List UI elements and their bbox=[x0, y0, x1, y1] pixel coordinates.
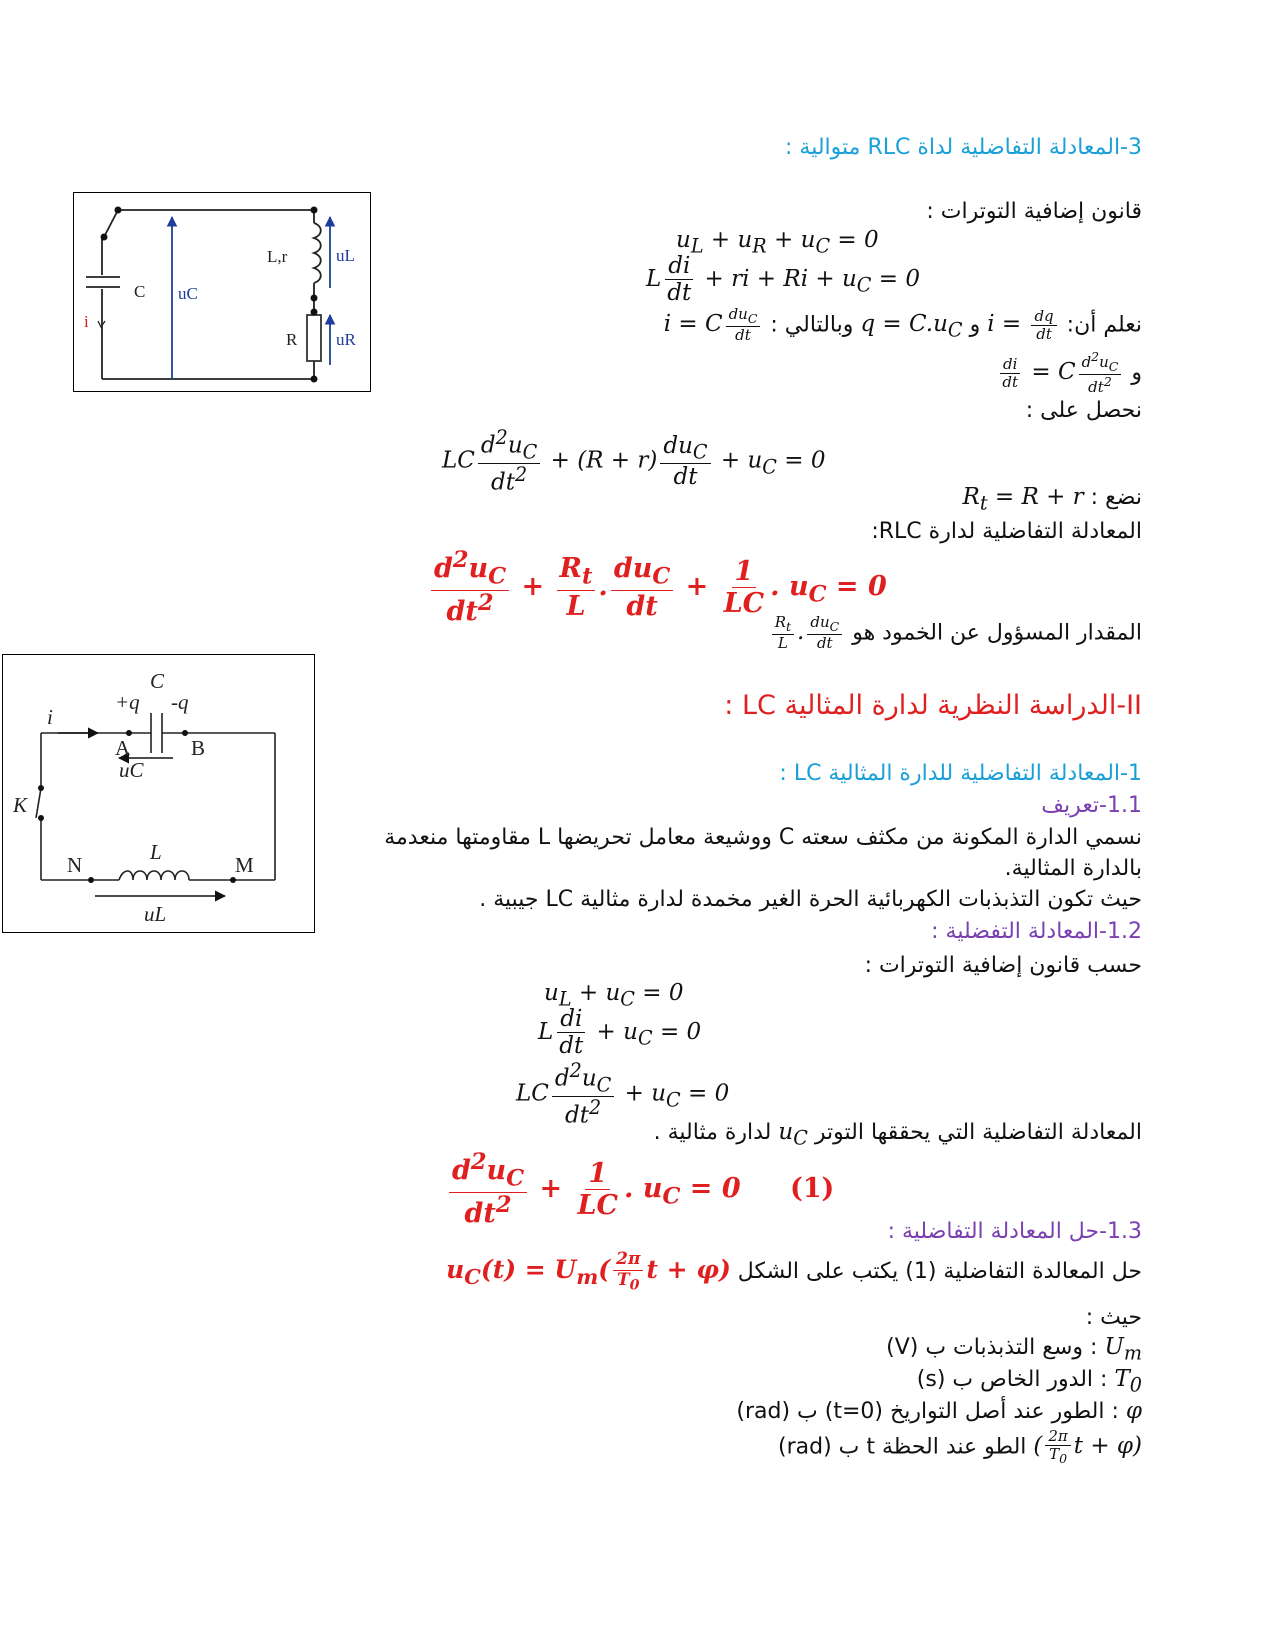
total-resistance: نضع : $R_t = R + r$ bbox=[962, 484, 1142, 515]
current-derivative: و $\frac{di}{dt}$ = C $\frac{d^2u_C}{dt^2}$ bbox=[996, 350, 1142, 397]
solution-line: حل المعالدة التفاضلية (1) يكتب على الشكل $u_C(t) = U_m$( $\frac{2\pi}{T_0}$ t + φ) bbox=[446, 1249, 1142, 1293]
satisfied-prefix: المعادلة التفاضلية التي يحققها التوتر bbox=[814, 1120, 1142, 1145]
rlc-circuit-figure bbox=[73, 192, 371, 392]
ur-label: uR bbox=[336, 330, 356, 349]
def-t0-text: : الدور الخاص ب (s) bbox=[916, 1367, 1108, 1392]
voltage-addition-law: قانون إضافية التوترات : bbox=[926, 199, 1142, 224]
lc-ul-label: uL bbox=[144, 902, 167, 926]
rlc-equation-1: $u_L + u_R + u_C = 0$ bbox=[676, 227, 879, 258]
sub1-title: 1-المعادلة التفاضلية للدارة المثالية LC : bbox=[779, 761, 1142, 786]
ul-label: uL bbox=[336, 246, 355, 265]
thus-text: وبالتالي : bbox=[770, 312, 854, 338]
lc-final-equation: $\frac{d^2u_C}{dt^2}$ + $\frac{1}{LC}$ . $u_C = 0$ (1) bbox=[446, 1150, 834, 1229]
rlc-eq-label: المعادلة التفاضلية لدارة RLC: bbox=[871, 519, 1142, 544]
rlc-circuit-diagram bbox=[74, 193, 370, 391]
lc-voltage-law: حسب قانون إضافية التوترات : bbox=[864, 953, 1142, 978]
lc-capacitor-label: C bbox=[150, 669, 165, 693]
sectionII-title: II-الدراسة النظرية لدارة المثالية LC : bbox=[724, 690, 1142, 721]
know-text: نعلم أن: bbox=[1066, 312, 1142, 338]
definition-line-3: حيث تكون التذبذبات الكهربائية الحرة الغير مخمدة لدارة مثالية LC جيبية . bbox=[479, 887, 1142, 912]
lc-uc-label: uC bbox=[119, 758, 144, 782]
switch-k-label: K bbox=[13, 793, 28, 817]
equation-number: (1) bbox=[790, 1173, 835, 1205]
rlc-final-equation: $\frac{d^2u_C}{dt^2}$ + $\frac{R_t}{L}$ . $\frac{du_C}{dt}$ + $\frac{1}{LC}$ . $u_C = 0$ bbox=[428, 548, 887, 627]
sub11-title: 1.1-تعريف bbox=[1041, 793, 1142, 818]
node-a-label: A bbox=[115, 736, 131, 760]
satisfied-suffix: لدارة مثالية . bbox=[653, 1120, 772, 1145]
where-text: حيث : bbox=[1085, 1305, 1142, 1330]
lc-circuit-figure bbox=[2, 654, 315, 933]
charge-relations: نعلم أن: i = $\frac{dq}{dt}$ و $q = C.u_C$ وبالتالي : i = C $\frac{du_C}{dt}$ bbox=[663, 305, 1142, 345]
satisfied-equation-text: المعادلة التفاضلية التي يحققها التوتر $u_C$ لدارة مثالية . bbox=[653, 1119, 1142, 1150]
definition-t0: $T_0$ : الدور الخاص ب (s) bbox=[916, 1366, 1142, 1397]
lc-equation-2: L $\frac{di}{dt}$ + $u_C = 0$ bbox=[538, 1006, 702, 1060]
sub13-title: 1.3-حل المعادلة التفاضلية : bbox=[887, 1219, 1142, 1244]
section3-title: 3-المعادلة التفاضلية لداة RLC متوالية : bbox=[785, 135, 1142, 160]
put-text: نضع : bbox=[1090, 485, 1142, 510]
def-phase-text: الطو عند الحظة t ب (rad) bbox=[777, 1434, 1027, 1460]
definition-line-2: بالدارة المثالية. bbox=[1004, 856, 1142, 881]
def-um-text: : وسع التذبذبات ب (V) bbox=[886, 1335, 1098, 1360]
damping-term: المقدار المسؤول عن الخمود هو $\frac{R_t}{L}$ . $\frac{du_C}{dt}$ bbox=[769, 614, 1142, 653]
definition-um: $U_m$ : وسع التذبذبات ب (V) bbox=[886, 1334, 1142, 1365]
definition-phase: ( $\frac{2\pi}{T_0}$ t + φ) الطو عند الحظة t ب (rad) bbox=[777, 1427, 1142, 1467]
and-text: و bbox=[969, 312, 981, 338]
inductor-label: L bbox=[150, 840, 162, 864]
lc-current-label: i bbox=[47, 705, 53, 729]
sub12-title: 1.2-المعادلة التفضلية : bbox=[931, 919, 1142, 944]
node-m-label: M bbox=[235, 853, 254, 877]
current-label: i bbox=[84, 312, 89, 331]
lc-equation-3: LC $\frac{d^2u_C}{dt^2}$ + $u_C = 0$ bbox=[516, 1059, 730, 1129]
lc-circuit-diagram bbox=[3, 655, 314, 932]
plus-q-label: +q bbox=[115, 690, 140, 714]
coil-label: L,r bbox=[267, 247, 288, 266]
damping-text: المقدار المسؤول عن الخمود هو bbox=[852, 620, 1142, 646]
rlc-second-order-eq: LC $\frac{d^2u_C}{dt^2}$ + (R + r) $\frac{du_C}{dt}$ + $u_C = 0$ bbox=[442, 426, 826, 496]
definition-phi: φ : الطور عند أصل التواريخ (t=0) ب (rad) bbox=[736, 1398, 1142, 1424]
resistor-label: R bbox=[286, 330, 298, 349]
capacitor-label: C bbox=[134, 282, 146, 301]
solution-text: حل المعالدة التفاضلية (1) يكتب على الشكل bbox=[737, 1259, 1142, 1285]
minus-q-label: -q bbox=[171, 690, 189, 714]
definition-line-1: نسمي الدارة المكونة من مكثف سعته C ووشيعة معامل تحريضها L مقاومتها منعدمة bbox=[384, 825, 1142, 850]
rlc-equation-2: L $\frac{di}{dt}$ + ri + $Ri + u_C = 0$ bbox=[646, 253, 920, 307]
def-phi-text: : الطور عند أصل التواريخ (t=0) ب (rad) bbox=[736, 1399, 1119, 1424]
and-text-2: و bbox=[1131, 360, 1142, 386]
lc-equation-1: $u_L + u_C = 0$ bbox=[544, 980, 684, 1011]
node-b-label: B bbox=[191, 736, 206, 760]
node-n-label: N bbox=[67, 853, 83, 877]
obtain-text: نحصل على : bbox=[1025, 398, 1142, 423]
uc-label: uC bbox=[178, 284, 198, 303]
